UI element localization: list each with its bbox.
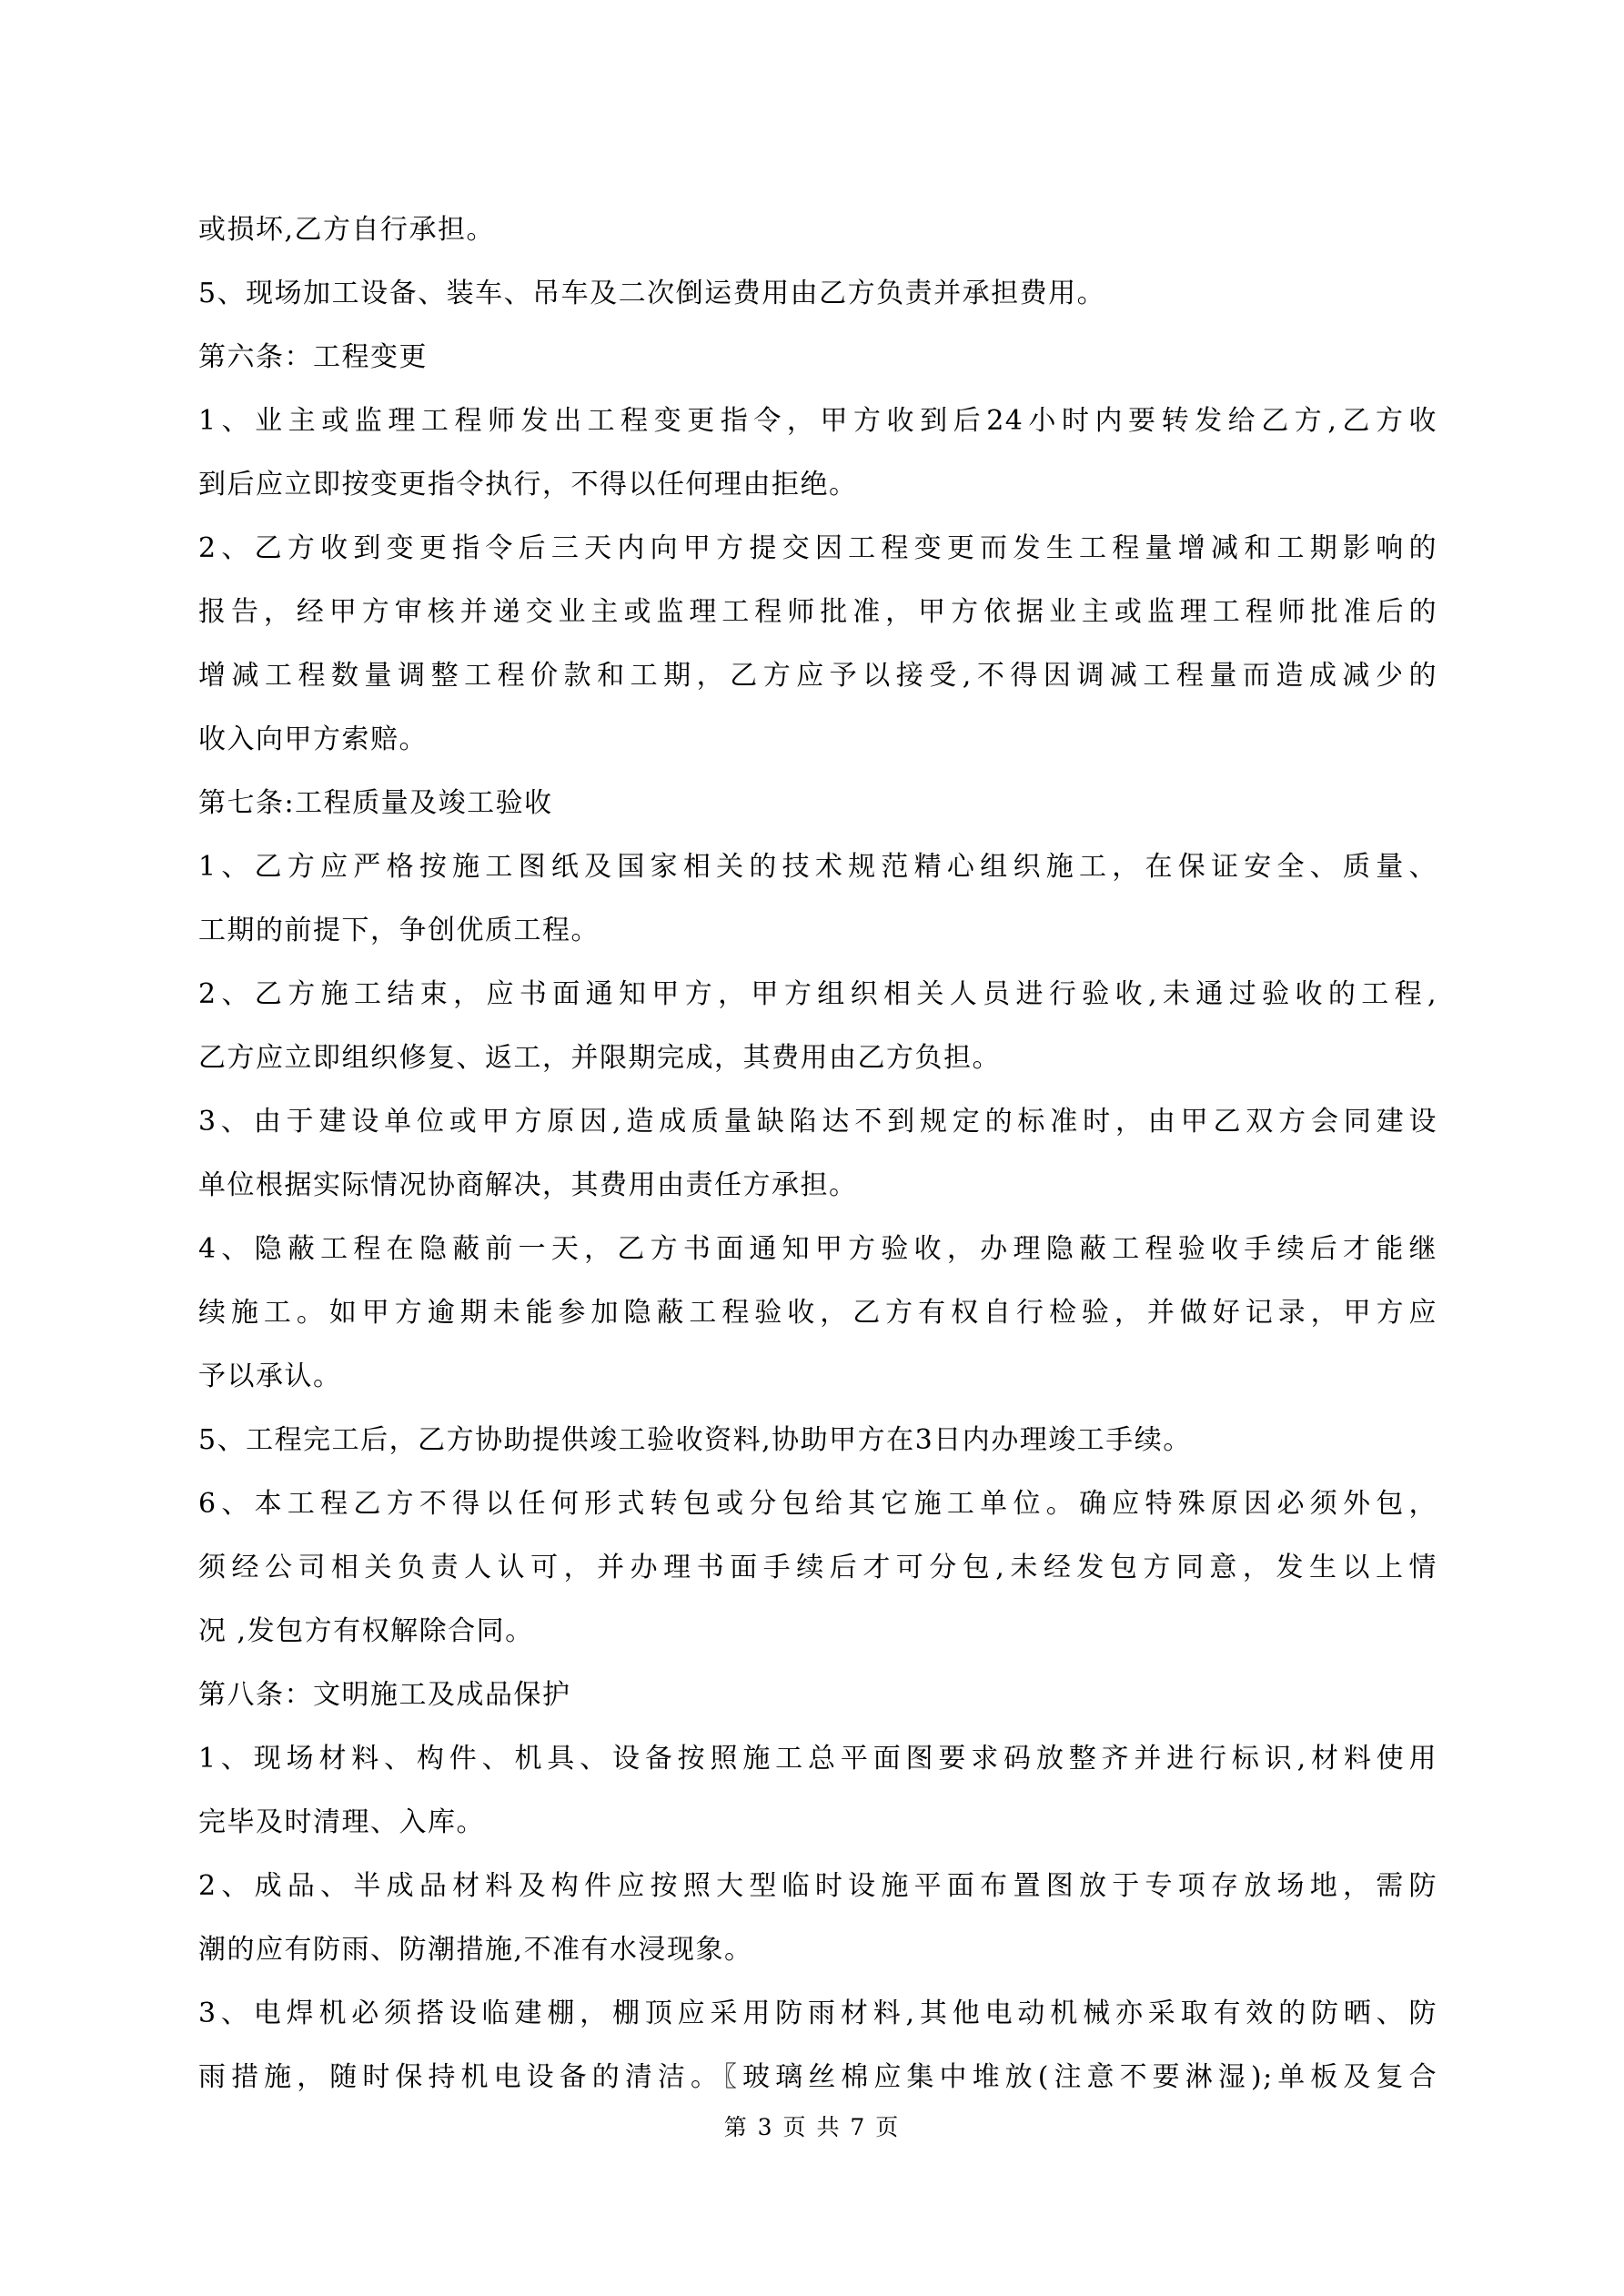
document-body xyxy=(198,198,1437,2109)
text-line: 予以承认。 xyxy=(198,1360,342,1392)
text-line: 况 ,发包方有权解除合同。 xyxy=(198,1615,534,1647)
text-line: 6、本工程乙方不得以任何形式转包或分包给其它施工单位。确应特殊原因必须外包， xyxy=(198,1488,1437,1520)
text-line: 工期的前提下，争创优质工程。 xyxy=(198,915,600,946)
text-line: 第七条:工程质量及竣工验收 xyxy=(198,787,553,819)
text-line: 2、乙方收到变更指令后三天内向甲方提交因工程变更而发生工程量增减和工期影响的 xyxy=(198,532,1437,564)
text-line: 3、由于建设单位或甲方原因,造成质量缺陷达不到规定的标准时，由甲乙双方会同建设 xyxy=(198,1106,1437,1138)
text-line: 1、乙方应严格按施工图纸及国家相关的技术规范精心组织施工，在保证安全、质量、 xyxy=(198,851,1437,883)
text-line: 3、电焊机必须搭设临建棚，棚顶应采用防雨材料,其他电动机械亦采取有效的防晒、防 xyxy=(198,1998,1437,2029)
text-line: 1、业主或监理工程师发出工程变更指令，甲方收到后24小时内要转发给乙方,乙方收 xyxy=(198,405,1437,437)
text-line: 雨措施，随时保持机电设备的清洁。〖玻璃丝棉应集中堆放(注意不要淋湿);单板及复合 xyxy=(198,2061,1437,2093)
text-line: 增减工程数量调整工程价款和工期，乙方应予以接受,不得因调减工程量而造成减少的 xyxy=(198,660,1437,692)
text-line: 2、成品、半成品材料及构件应按照大型临时设施平面布置图放于专项存放场地，需防 xyxy=(198,1870,1437,1902)
text-line: 5、现场加工设备、装车、吊车及二次倒运费用由乙方负责并承担费用。 xyxy=(198,278,1106,309)
text-line: 完毕及时清理、入库。 xyxy=(198,1806,485,1838)
text-line: 4、隐蔽工程在隐蔽前一天，乙方书面通知甲方验收，办理隐蔽工程验收手续后才能继 xyxy=(198,1233,1437,1265)
text-line: 第六条：工程变更 xyxy=(198,341,428,373)
text-line: 2、乙方施工结束，应书面通知甲方，甲方组织相关人员进行验收,未通过验收的工程, xyxy=(198,978,1437,1010)
text-line: 5、工程完工后，乙方协助提供竣工验收资料,协助甲方在3日内办理竣工手续。 xyxy=(198,1424,1192,1456)
text-line: 报告，经甲方审核并递交业主或监理工程师批准，甲方依据业主或监理工程师批准后的 xyxy=(198,596,1437,628)
text-line: 收入向甲方索赔。 xyxy=(198,723,428,755)
text-line: 乙方应立即组织修复、返工，并限期完成，其费用由乙方负担。 xyxy=(198,1042,1001,1074)
text-line: 1、现场材料、构件、机具、设备按照施工总平面图要求码放整齐并进行标识,材料使用 xyxy=(198,1743,1437,1775)
text-line: 须经公司相关负责人认可，并办理书面手续后才可分包,未经发包方同意，发生以上情 xyxy=(198,1552,1437,1583)
text-line: 第八条：文明施工及成品保护 xyxy=(198,1679,571,1711)
text-line: 单位根据实际情况协商解决，其费用由责任方承担。 xyxy=(198,1169,858,1201)
text-line: 潮的应有防雨、防潮措施,不准有水浸现象。 xyxy=(198,1934,753,1966)
text-line: 到后应立即按变更指令执行，不得以任何理由拒绝。 xyxy=(198,469,858,501)
page-footer: 第 3 页 共 7 页 xyxy=(723,2114,901,2140)
text-line: 或损坏,乙方自行承担。 xyxy=(198,214,496,246)
text-line: 续施工。如甲方逾期未能参加隐蔽工程验收，乙方有权自行检验，并做好记录，甲方应 xyxy=(198,1297,1437,1329)
